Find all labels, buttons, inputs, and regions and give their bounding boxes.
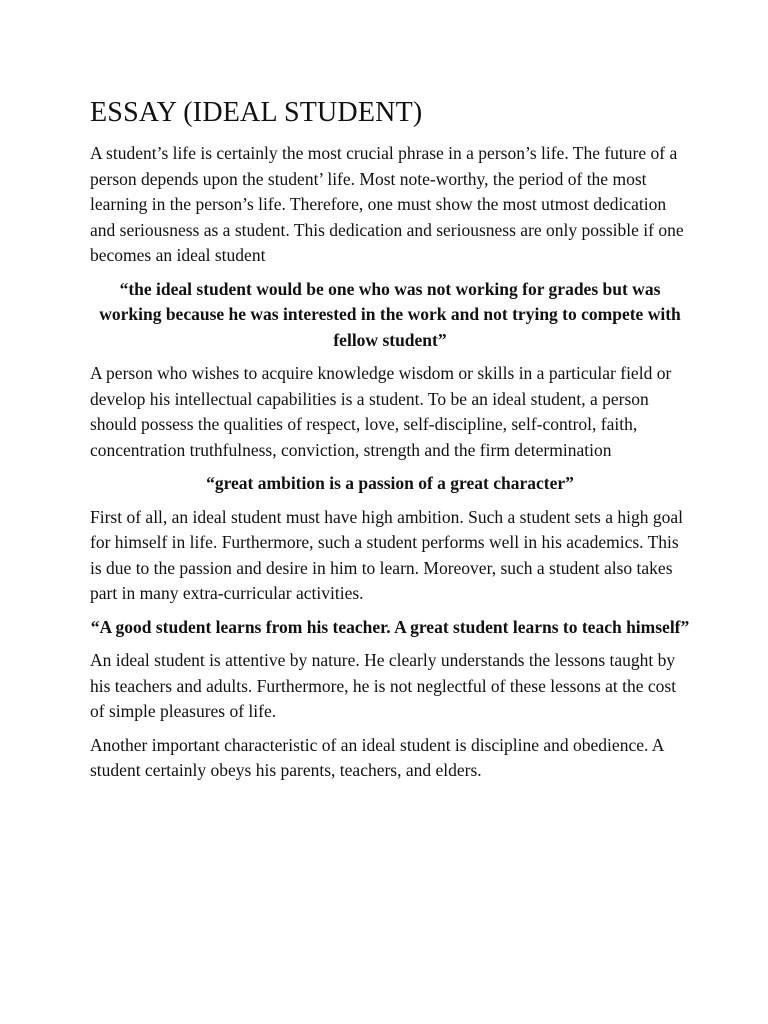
essay-title: ESSAY (IDEAL STUDENT)	[90, 97, 423, 128]
paragraph-intro: A student’s life is certainly the most crucial phrase in a person’s life. The future of a person depends upon the student’ life. Most note-worthy, the period of the most learning in the person’s life. Therefore, one must show the most utmost dedication and seriousness as a student. This dedication and seriousness are only possible if one becomes an ideal student	[90, 143, 684, 265]
paragraph-attentive: An ideal student is attentive by nature. He clearly understands the lessons taught by his teachers and adults. Furthermore, he is not neglectful of these lessons at the cost of simple pleasures of life.	[90, 650, 677, 721]
paragraph-discipline: Another important characteristic of an ideal student is discipline and obedience. A student certainly obeys his parents, teachers, and elders.	[90, 734, 664, 780]
paragraph-definition: A person who wishes to acquire knowledge wisdom or skills in a particular field or develop his intellectual capabilities is a student. To be an ideal student, a person should possess the qualities of respect, love, self-discipline, self-control, faith, concentration truthfulness, conviction, strength and the firm determination	[90, 363, 672, 460]
document-body	[90, 95, 690, 792]
quote-good-student: “A good student learns from his teacher. A great student learns to teach himself”	[90, 616, 690, 637]
quote-great-ambition: “great ambition is a passion of a great character”	[206, 473, 574, 493]
paragraph-ambition: First of all, an ideal student must have high ambition. Such a student sets a high goal for himself in life. Furthermore, such a student performs well in his academics. This is due to the passion and desire in him to learn. Moreover, such a student also takes part in many extra-curricular activities.	[90, 506, 683, 603]
quote-ideal-student: “the ideal student would be one who was not working for grades but was working because he was interested in the work and not trying to compete with fellow student”	[99, 278, 681, 350]
